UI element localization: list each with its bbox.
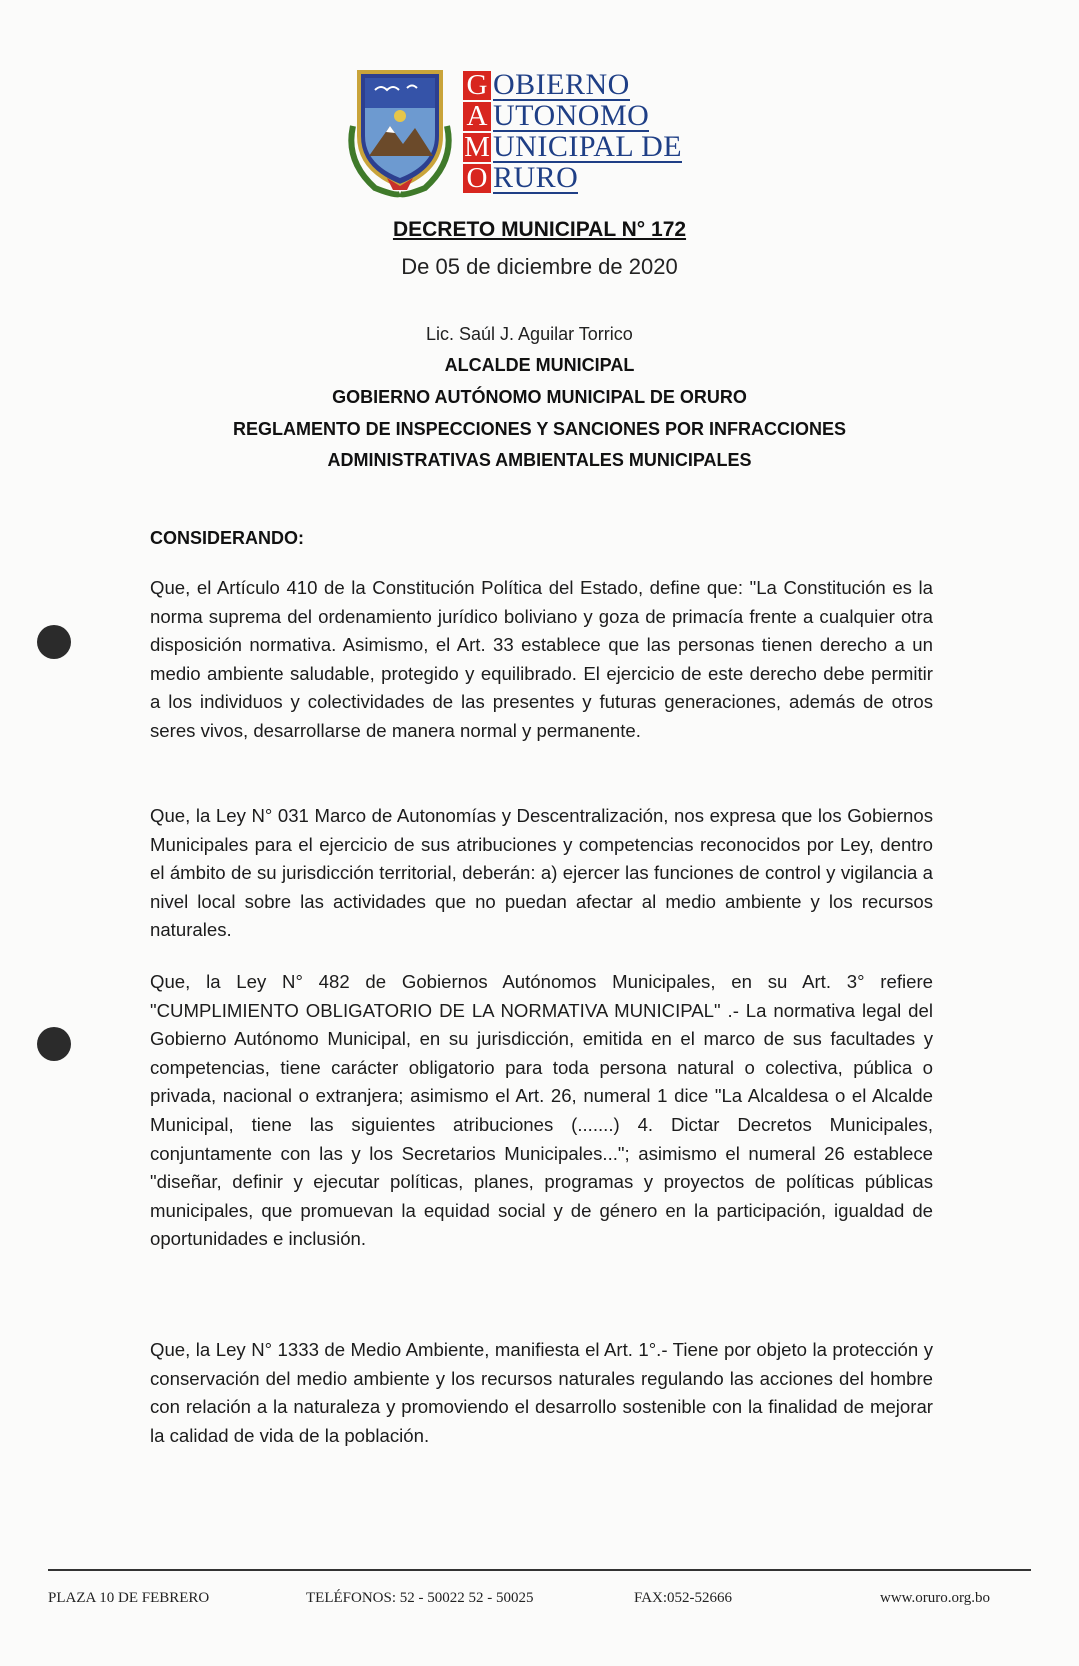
organization-name bbox=[463, 70, 682, 194]
org-initial: M bbox=[464, 131, 490, 163]
considerando-heading: CONSIDERANDO: bbox=[150, 528, 305, 548]
org-word: UTONOMO bbox=[493, 99, 650, 132]
footer-address: PLAZA 10 DE FEBRERO bbox=[48, 1590, 210, 1606]
paragraph: Que, la Ley N° 482 de Gobiernos Autónomos Municipales, en su Art. 3° refiere "CUMPLIMIENTO OBLIGATORIO DE LA NORMATIVA MUNICIPAL" .- La normativa legal del Gobierno Autónomo Municipal, en su jurisdicción, emitida en el marco de sus facultades y competencias, tiene carácter obligatorio para toda persona natural o colectiva, pública o privada, nacional o extranjera; asimismo el Art. 26, numeral 1 dice "La Alcaldesa o el Alcalde Municipal, tiene las siguientes atribuciones (.......) 4. Dictar Decretos Municipales, conjuntamente con las y los Secretarios Municipales..."; asimismo el numeral 26 establece "diseñar, definir y ejecutar políticas, planes, programas y proyectos de políticas públicas municipales, que promuevan la equidad social y de género en la participación, igualdad de oportunidades e inclusión. bbox=[150, 971, 933, 1250]
paragraph: Que, el Artículo 410 de la Constitución Política del Estado, define que: "La Constitución es la norma suprema del ordenamiento jurídico boliviano y goza de primacía frente a cualquier otra disposición normativa. Asimismo, el Art. 33 establece que las personas tienen derecho a un medio ambiente saludable, protegido y equilibrado. El ejercicio de este derecho debe permitir a los individuos y colectividades de las presentes y futuras generaciones, además de otros seres vivos, desarrollarse de manera normal y permanente. bbox=[150, 577, 933, 741]
footer-divider bbox=[48, 1569, 1031, 1571]
footer-fax: FAX:052-52666 bbox=[634, 1590, 733, 1606]
decree-date: De 05 de diciembre de 2020 bbox=[401, 254, 678, 279]
decree-title: DECRETO MUNICIPAL N° 172 bbox=[392, 218, 687, 241]
punch-hole bbox=[37, 625, 71, 659]
paragraph: Que, la Ley N° 1333 de Medio Ambiente, manifiesta el Art. 1°.- Tiene por objeto la protección y conservación del medio ambiente y los recursos naturales regulando las acciones del hombre con relación a la naturaleza y promoviendo el desarrollo sostenible con la finalidad de mejorar la calidad de vida de la población. bbox=[150, 1339, 933, 1446]
org-word: OBIERNO bbox=[493, 68, 630, 101]
municipal-logo bbox=[345, 66, 725, 206]
org-name-line bbox=[463, 132, 682, 163]
footer-website[interactable]: www.oruro.org.bo bbox=[880, 1590, 990, 1606]
org-word: RURO bbox=[493, 161, 579, 194]
org-word: UNICIPAL DE bbox=[493, 130, 683, 163]
org-initial: G bbox=[463, 71, 491, 100]
coat-of-arms-icon bbox=[345, 66, 455, 198]
footer-phones: TELÉFONOS: 52 - 50022 52 - 50025 bbox=[306, 1590, 534, 1606]
org-initial: O bbox=[463, 164, 491, 193]
org-initial: A bbox=[463, 102, 491, 131]
org-name-line bbox=[463, 101, 682, 132]
signer-name: Lic. Saúl J. Aguilar Torrico bbox=[426, 324, 633, 344]
org-name-line bbox=[463, 70, 682, 101]
org-name-line bbox=[463, 163, 682, 194]
paragraph: Que, la Ley N° 031 Marco de Autonomías y Descentralización, nos expresa que los Gobiernos Municipales para el ejercicio de sus atribuciones y competencias reconocidos por Ley, dentro el ámbito de su jurisdicción territorial, deberán: a) ejercer las funciones de control y vigilancia a nivel local sobre las actividades que no puedan afectar al medio ambiente y los recursos naturales. bbox=[150, 805, 933, 941]
regulation-title-line1: REGLAMENTO DE INSPECCIONES Y SANCIONES POR INFRACCIONES bbox=[232, 419, 847, 439]
government-name: GOBIERNO AUTÓNOMO MUNICIPAL DE ORURO bbox=[332, 387, 747, 407]
signer-role: ALCALDE MUNICIPAL bbox=[444, 355, 635, 375]
punch-hole bbox=[37, 1027, 71, 1061]
regulation-title-line2: ADMINISTRATIVAS AMBIENTALES MUNICIPALES bbox=[327, 450, 752, 470]
